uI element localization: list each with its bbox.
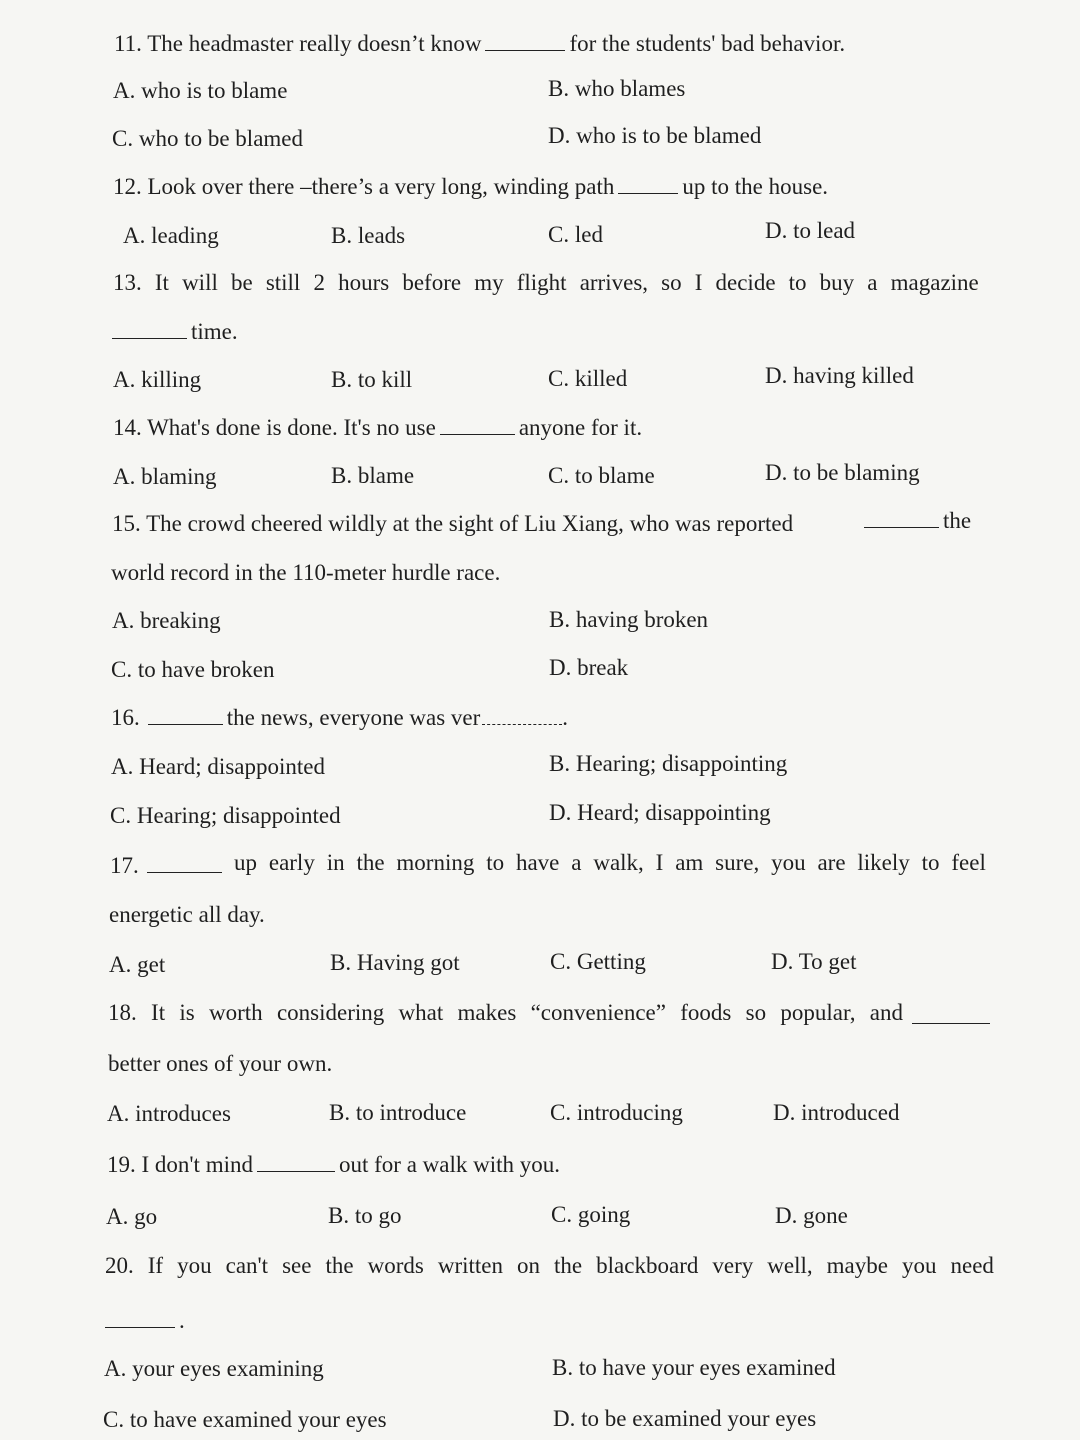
question-18-word: makes [457, 1000, 517, 1025]
question-13-blank [112, 318, 187, 339]
question-13-word: arrives, [579, 270, 649, 295]
question-16-text-b: the news, everyone was ver [226, 705, 481, 730]
question-18-word: what [398, 1000, 444, 1025]
question-12-text-b: up to the house. [682, 174, 829, 199]
question-16-option-b: B. Hearing; disappointing [549, 751, 788, 776]
question-14-option-b: B. blame [331, 463, 415, 488]
question-20-word: maybe [826, 1253, 888, 1278]
question-20-word: see [282, 1253, 312, 1278]
question-17-word: a [571, 850, 582, 875]
question-13-option-a: A. killing [113, 367, 202, 392]
question-13-word: magazine [890, 270, 979, 295]
question-13-word: decide [715, 270, 776, 295]
question-14-stem [113, 411, 642, 445]
question-17-word: to [921, 850, 940, 875]
question-17-option-a: A. get [109, 952, 166, 977]
question-20-text-c: . [179, 1308, 185, 1333]
question-13-word: 13. [113, 270, 142, 295]
question-18-stem [108, 996, 903, 1030]
question-11-option-b: B. who blames [548, 76, 686, 101]
question-13-word: a [867, 270, 878, 295]
question-20-word: very [712, 1253, 754, 1278]
question-15-blank-line [864, 504, 971, 538]
question-16-blank-1 [148, 704, 223, 725]
question-12-blank [618, 173, 678, 194]
question-17-word: you [771, 850, 806, 875]
question-20-word: words [367, 1253, 424, 1278]
question-16-option-c: C. Hearing; disappointed [110, 803, 341, 828]
question-13-word: so [661, 270, 682, 295]
question-20-option-d: D. to be examined your eyes [553, 1406, 817, 1431]
question-13-word: my [474, 270, 504, 295]
question-20-word: written [437, 1253, 504, 1278]
question-12-option-d: D. to lead [765, 218, 856, 243]
question-13-word: It [154, 270, 169, 295]
question-14-option-a: A. blaming [113, 464, 217, 489]
question-17-option-b: B. Having got [330, 950, 460, 975]
question-20-word: need [950, 1253, 994, 1278]
question-11-text-a: 11. The headmaster really doesn’t know [114, 31, 482, 56]
question-18-blank-line [912, 1000, 994, 1034]
question-20-word: can't [225, 1253, 269, 1278]
question-15-option-a: A. breaking [112, 608, 221, 633]
question-18-continuation: better ones of your own. [108, 1051, 333, 1076]
question-17-word: in [326, 850, 345, 875]
question-19-blank [257, 1151, 335, 1172]
question-17-word: early [268, 850, 315, 875]
question-15-option-d: D. break [549, 655, 629, 680]
question-18-option-a: A. introduces [107, 1101, 231, 1126]
question-14-text-a: 14. What's done is done. It's no use [113, 415, 436, 440]
question-14-text-b: anyone for it. [518, 415, 643, 440]
question-17-text-a: 17. [110, 853, 139, 878]
question-17-word: morning [396, 850, 475, 875]
question-20-word: on [517, 1253, 541, 1278]
question-15-stem [112, 507, 793, 541]
question-17-word: the [356, 850, 385, 875]
question-19-option-b: B. to go [328, 1203, 402, 1228]
question-17-continuation: energetic all day. [109, 902, 265, 927]
question-18-word: so [745, 1000, 767, 1025]
question-20-word: the [554, 1253, 583, 1278]
question-16-blank-2 [482, 704, 562, 725]
question-15-text-a: 15. The crowd cheered wildly at the sight of Liu Xiang, who was reported [112, 511, 794, 536]
question-20-word: 20. [105, 1253, 134, 1278]
question-15-continuation: world record in the 110-meter hurdle race. [111, 560, 501, 585]
question-12-option-b: B. leads [331, 223, 406, 248]
question-19-option-d: D. gone [775, 1203, 848, 1228]
question-11-option-d: D. who is to be blamed [548, 123, 762, 148]
question-13-option-b: B. to kill [331, 367, 413, 392]
question-17-word: are [817, 850, 846, 875]
question-19-text-a: 19. I don't mind [107, 1152, 253, 1177]
question-13-word: still [265, 270, 301, 295]
question-17-word: feel [951, 850, 986, 875]
question-17-word: am [675, 850, 704, 875]
question-17-word: have [515, 850, 560, 875]
question-18-word: popular, [780, 1000, 856, 1025]
question-14-blank [440, 414, 515, 435]
question-17-blank [147, 852, 222, 873]
question-16-option-d: D. Heard; disappointing [549, 800, 771, 825]
question-20-word: well, [767, 1253, 813, 1278]
question-19-option-a: A. go [106, 1204, 158, 1229]
question-13-word: 2 [313, 270, 325, 295]
question-20-word: you [901, 1253, 937, 1278]
question-20-option-a: A. your eyes examining [104, 1356, 324, 1381]
question-14-option-d: D. to be blaming [765, 460, 920, 485]
question-18-blank [912, 1003, 990, 1024]
question-12-text-a: 12. Look over there –there’s a very long, winding path [113, 174, 615, 199]
question-15-option-b: B. having broken [549, 607, 709, 632]
question-18-option-c: C. introducing [550, 1100, 683, 1125]
question-13-word: before [402, 270, 462, 295]
question-13-word: flight [516, 270, 567, 295]
question-17-word: I [655, 850, 664, 875]
question-20-stem [105, 1249, 994, 1283]
question-18-word: and [869, 1000, 903, 1025]
question-14-option-c: C. to blame [548, 463, 655, 488]
question-20-word: blackboard [596, 1253, 699, 1278]
question-17-word: up [234, 850, 257, 875]
question-13-word: buy [819, 270, 855, 295]
question-13-stem [113, 266, 979, 300]
question-17-number [110, 849, 226, 883]
question-13-option-d: D. having killed [765, 363, 914, 388]
question-15-option-c: C. to have broken [111, 657, 275, 682]
question-13-word: hours [338, 270, 390, 295]
question-18-word: worth [209, 1000, 263, 1025]
question-17-word: sure, [715, 850, 760, 875]
question-18-option-d: D. introduced [773, 1100, 900, 1125]
question-20-word: the [325, 1253, 354, 1278]
question-11-blank [485, 30, 565, 51]
question-19-text-b: out for a walk with you. [338, 1152, 560, 1177]
question-13-text-b: time. [191, 319, 238, 344]
question-17-stem [234, 846, 986, 880]
question-17-word: to [486, 850, 505, 875]
question-16-option-a: A. Heard; disappointed [111, 754, 325, 779]
question-13-continuation [112, 315, 238, 349]
question-18-word: considering [276, 1000, 385, 1025]
question-11-option-a: A. who is to blame [113, 78, 288, 103]
question-15-text-b: the [943, 508, 972, 533]
question-17-word: likely [857, 850, 910, 875]
question-20-option-c: C. to have examined your eyes [103, 1407, 387, 1432]
question-12-option-c: C. led [548, 222, 603, 247]
question-13-word: will [182, 270, 218, 295]
question-20-word: you [177, 1253, 212, 1278]
question-15-blank [864, 507, 939, 528]
question-11-text-b: for the students' bad behavior. [569, 31, 846, 56]
question-16-stem [111, 701, 568, 735]
question-13-option-c: C. killed [548, 366, 628, 391]
question-20-blank [105, 1307, 175, 1328]
question-19-option-c: C. going [551, 1202, 631, 1227]
question-17-option-c: C. Getting [550, 949, 646, 974]
question-20-word: If [147, 1253, 164, 1278]
question-18-word: “convenience” [530, 1000, 666, 1025]
question-18-option-b: B. to introduce [329, 1100, 467, 1125]
question-20-continuation [105, 1304, 185, 1338]
question-13-word: to [788, 270, 807, 295]
question-12-stem [113, 170, 828, 204]
question-18-word: is [179, 1000, 195, 1025]
question-13-word: I [694, 270, 703, 295]
question-17-option-d: D. To get [771, 949, 857, 974]
question-11-option-c: C. who to be blamed [112, 126, 303, 151]
question-18-word: 18. [108, 1000, 137, 1025]
question-19-stem [107, 1148, 560, 1182]
question-16-text-a: 16. [111, 705, 140, 730]
question-16-text-c: . [562, 705, 569, 730]
question-18-word: foods [680, 1000, 732, 1025]
question-18-word: It [151, 1000, 166, 1025]
question-13-word: be [230, 270, 253, 295]
question-20-option-b: B. to have your eyes examined [552, 1355, 836, 1380]
question-12-option-a: A. leading [123, 223, 219, 248]
question-17-word: walk, [593, 850, 644, 875]
question-11-stem [114, 27, 845, 61]
